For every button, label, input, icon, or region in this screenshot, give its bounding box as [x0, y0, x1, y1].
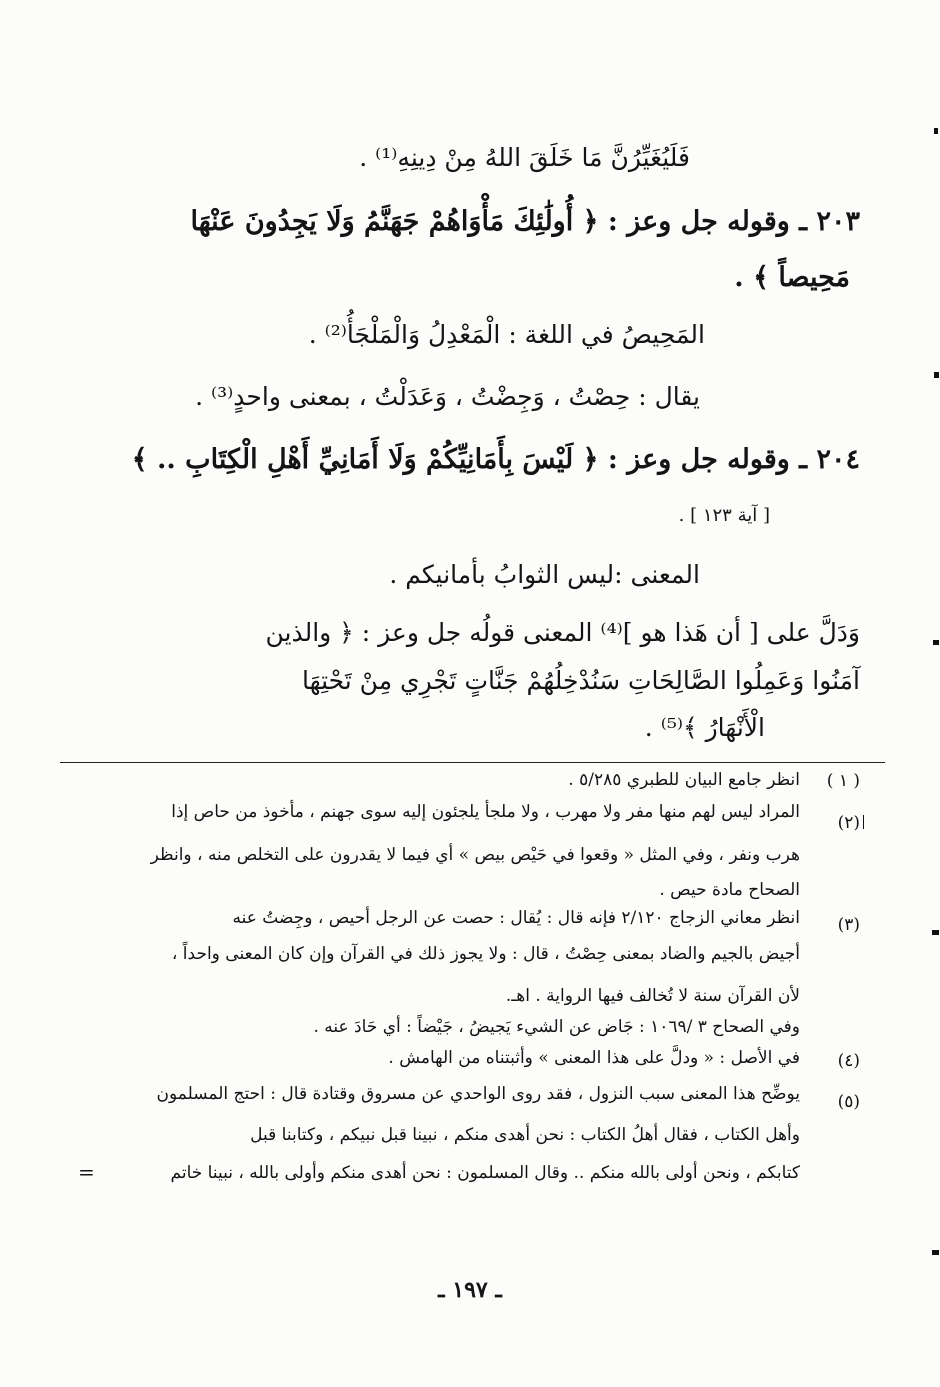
scan-edge-mark — [933, 640, 939, 645]
footnote-1-line-1: انظر جامع البيان للطبري ٥/٢٨٥ . — [568, 770, 800, 790]
text-line-3: يقال : حِصْتُ ، وَجِضْتُ ، وَعَدَلْتُ ، بمعنى واحدٍ⁽³⁾ . — [195, 382, 700, 411]
scan-edge-mark — [932, 1250, 939, 1255]
footnote-number-3: (٣) — [837, 915, 860, 935]
footnote-number-4: (٤) — [837, 1051, 860, 1071]
footnote-2-line-3: الصحاح مادة حيص . — [659, 880, 800, 900]
scan-edge-mark — [863, 815, 864, 829]
scan-edge-mark — [934, 372, 939, 378]
footnote-2-line-1: المراد ليس لهم منها مفر ولا مهرب ، ولا ملجأ يلجئون إليه سوى جهنم ، مأخوذ من حاص إذا — [171, 802, 800, 822]
footnote-4-line-1: في الأصل : « ودلَّ على هذا المعنى » وأثبتناه من الهامش . — [388, 1048, 800, 1068]
footnote-5-line-1: يوضِّح هذا المعنى سبب النزول ، فقد روى الواحدي عن مسروق وقتادة قال : احتج المسلمون — [156, 1084, 800, 1104]
text-line-1: فَلَيُغَيِّرُنَّ مَا خَلَقَ اللهُ مِنْ دِينِهِ⁽¹⁾ . — [359, 143, 690, 172]
text-line-4: المعنى :ليس الثوابُ بأمانيكم . — [389, 560, 700, 589]
footnote-3-line-2: أجيض بالجيم والضاد بمعنى حِصْتُ ، قال : ولا يجوز ذلك في القرآن وإن كان المعنى واحداً ، — [171, 944, 800, 964]
footnote-3-line-3: لأن القرآن سنة لا تُخالف فيها الرواية . اهـ. — [505, 986, 800, 1006]
footnote-5-line-3: كتابكم ، ونحن أولى بالله منكم .. وقال المسلمون : نحن أهدى منكم وأولى بالله ، نبينا خاتم — [170, 1163, 800, 1183]
footnote-2-line-2: هرب ونفر ، وفي المثل « وقعوا في حَيْص بيص » أي فيما لا يقدرون على التخلص منه ، وانظر — [150, 845, 800, 865]
verse-204-reference: [ آية ١٢٣ ] . — [678, 505, 770, 526]
text-line-2: المَحِيصُ في اللغة : الْمَعْدِلُ وَالْمَلْجَأُ⁽²⁾ . — [308, 320, 705, 349]
footnote-3-line-4: وفي الصحاح ٣ /١٠٦٩ : جَاض عن الشيء يَجيضُ ، جَيْضاً : أي حَادَ عنه . — [313, 1017, 800, 1037]
footnote-5-line-2: وأهل الكتاب ، فقال أهلُ الكتاب : نحن أهدى منكم ، نبينا قبل نبيكم ، وكتابنا قبل — [250, 1125, 800, 1145]
verse-203-line-2: مَحِيصاً ﴾ . — [734, 262, 850, 293]
footnote-number-2: (٢) — [837, 813, 860, 833]
footnote-3-line-1: انظر معاني الزجاج ٢/١٢٠ فإنه قال : يُقال : حصت عن الرجل أحيص ، وجِضتُ عنه — [232, 908, 800, 928]
scan-edge-mark — [934, 128, 938, 134]
continuation-mark: = — [78, 1160, 95, 1184]
verse-204-line-1: ٢٠٤ ـ وقوله جل وعز : ﴿ لَيْسَ بِأَمَانِيِّكُمْ وَلَا أَمَانِيِّ أَهْلِ الْكِتَابِ .. ﴾ — [131, 444, 860, 475]
text-line-5: وَدَلَّ على [ أن هَذا هو ]⁽⁴⁾ المعنى قولُه جل وعز : ﴿ والذين — [265, 618, 860, 647]
text-line-7: الْأَنْهَارُ ﴾⁽⁵⁾ . — [644, 713, 765, 742]
footnote-number-1: ( ١ ) — [826, 771, 860, 791]
footnote-separator — [60, 762, 885, 763]
scan-edge-mark — [932, 930, 939, 935]
page-number: ـ ١٩٧ ـ — [438, 1277, 502, 1303]
footnote-number-5: (٥) — [837, 1092, 860, 1112]
verse-203-line-1: ٢٠٣ ـ وقوله جل وعز : ﴿ أُولَٰئِكَ مَأْوَاهُمْ جَهَنَّمُ وَلَا يَجِدُونَ عَنْهَا — [190, 206, 860, 237]
text-line-6: آمَنُوا وَعَمِلُوا الصَّالِحَاتِ سَنُدْخِلُهُمْ جَنَّاتٍ تَجْرِي مِنْ تَحْتِهَا — [301, 666, 860, 695]
